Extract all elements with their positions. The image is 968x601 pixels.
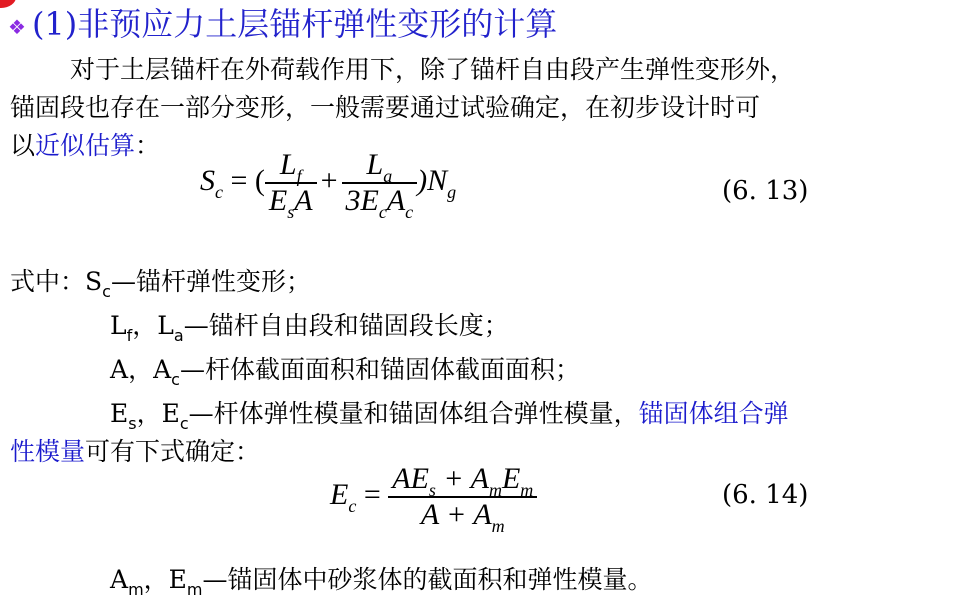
title-text: (1)非预应力土层锚杆弹性变形的计算 [31,5,558,43]
equation-6-13 [200,148,457,222]
section-title [8,4,557,44]
intro-line-3 [10,128,160,164]
definition-lengths: $L_f$，$L_a—$锚杆自由段和锚固段长度； [110,311,509,345]
eq1-frac1-denominator: $E_sA$ [265,182,317,218]
eq2-fraction [388,462,537,536]
eq1-frac1-numerator: $L_f$ [279,148,302,186]
definition-moduli-continued: 性模量可有下式确定： [10,437,261,466]
equation-number-6-13: (6. 13) [722,176,809,206]
eq1-frac2-numerator: $L_a$ [366,148,393,186]
eq1-fraction-1 [265,148,317,222]
eq1-close: )$N_g$ [417,163,457,202]
eq1-equals: = ( [223,163,265,197]
definition-areas: A，$A_c—$杆体截面面积和锚固体截面面积； [110,355,580,389]
diamond-bullet-icon: ❖ [8,14,26,39]
eq2-equals: = [356,477,389,511]
approx-estimate-highlight: 近似估算 [35,131,136,160]
eq1-plus: + [320,163,338,197]
equation-6-14 [330,462,537,536]
intro-suffix: ： [135,131,161,160]
definition-sc: 式中：$S_c—$锚杆弹性变形； [10,267,311,301]
intro-line-1: 对于土层锚杆在外荷载作用下，除了锚杆自由段产生弹性变形外， [70,55,796,84]
intro-line-2: 锚固段也存在一部分变形，一般需要通过试验确定，在初步设计时可 [10,93,761,122]
definition-moduli: $E_s$，$E_c—$杆体弹性模量和锚固体组合弹性模量，锚固体组合弹 [110,399,789,433]
equation-number-6-14: (6. 14) [722,480,809,510]
eq1-fraction-2 [342,148,418,222]
eq2-denominator: $A + A_m$ [388,496,537,532]
definition-mortar: $A_m$，$E_m—$锚固体中砂浆体的截面积和弹性模量。 [110,565,653,599]
composite-modulus-highlight-1: 锚固体组合弹 [638,399,789,428]
eq1-lhs: $S_c$ [200,163,223,202]
composite-modulus-highlight-2: 性模量 [10,437,86,466]
intro-prefix: 以 [10,131,36,160]
eq2-lhs: $E_c$ [330,477,357,516]
eq1-frac2-denominator: $3E_cA_c$ [342,182,418,218]
eq2-numerator: $AE_s + A_mE_m$ [392,462,534,500]
